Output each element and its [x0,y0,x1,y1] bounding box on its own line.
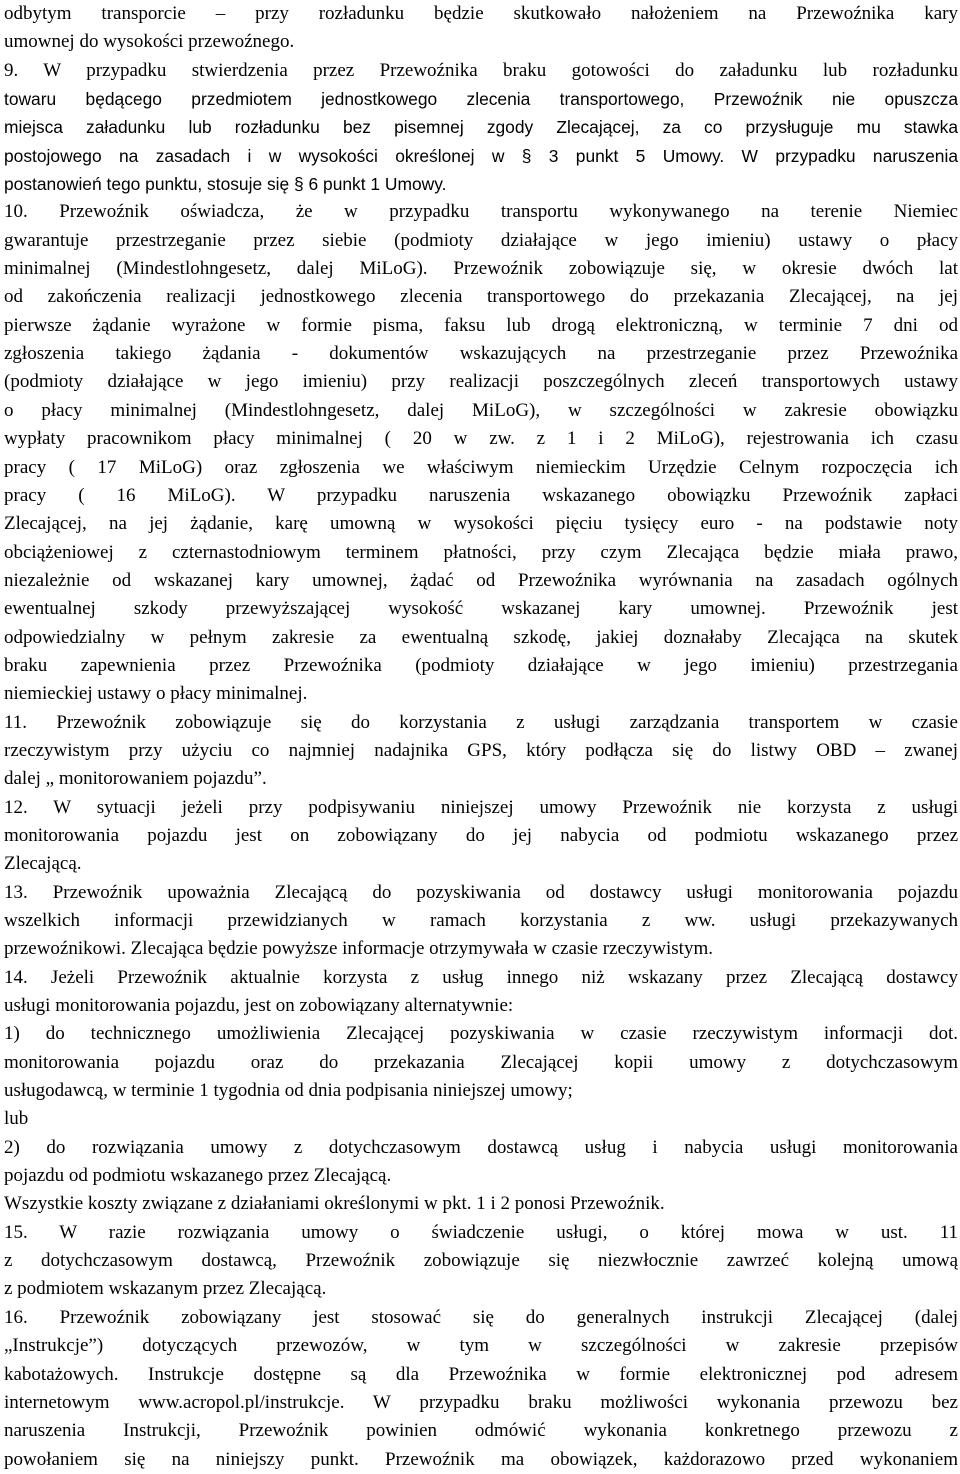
text-line: naruszenia Instrukcji, Przewoźnik powinien odmówić wykonania konkretnego przewozu z [4,1420,958,1442]
text-line: wypłaty pracownikom płacy minimalnej ( 20 w zw. z 1 i 2 MiLoG), rejestrowania ich czasu [4,428,958,450]
document-body [4,0,958,1474]
text-line: 13. Przewoźnik upoważnia Zlecającą do pozyskiwania od dostawcy usługi monitorowania pojazdu [4,881,958,903]
text-line: dalej „ monitorowaniem pojazdu”. [4,768,267,790]
document-page [4,0,958,1474]
text-line: z podmiotem wskazanym przez Zlecającą. [4,1278,327,1300]
text-line: gwarantuje przestrzeganie przez siebie (podmioty działające w jego imieniu) ustawy o płacy [4,229,958,251]
text-line: odbytym transporcie – przy rozładunku będzie skutkowało nałożeniem na Przewoźnika kary [4,3,958,24]
text-line: (podmioty działające w jego imieniu) przy realizacji poszczególnych zleceń transportowych ustawy [4,371,958,393]
text-line: miejsca załadunku lub rozładunku bez pisemnej zgody Zlecającej, za co przysługuje mu stawka [4,117,958,138]
text-line: rzeczywistym przy użyciu co najmniej nadajnika GPS, który podłącza się do listwy OBD – zwanej [4,739,958,761]
text-line: pracy ( 16 MiLoG). W przypadku naruszenia wskazanego obowiązku Przewoźnik zapłaci [4,484,958,506]
text-line: umownej do wysokości przewoźnego. [4,31,295,53]
text-line: od zakończenia realizacji jednostkowego zlecenia transportowego do przekazania Zlecającej, na jej [4,286,958,308]
text-line: Zlecającą. [4,853,82,875]
text-line: „Instrukcje”) dotyczących przewozów, w tym w szczególności w zakresie przepisów [4,1335,958,1357]
text-line: odpowiedzialny w pełnym zakresie za ewentualną szkodę, jakiej doznałaby Zlecająca na skutek [4,626,958,648]
text-line: ewentualnej szkody przewyższającej wysokość wskazanej kary umownej. Przewoźnik jest [4,598,958,620]
text-line: 1) do technicznego umożliwienia Zlecającej pozyskiwania w czasie rzeczywistym informacji dot. [4,1023,958,1045]
text-line: o płacy minimalnej (Mindestlohngesetz, dalej MiLoG), w szczególności w zakresie obowiązku [4,399,958,421]
text-line: 16. Przewoźnik zobowiązany jest stosować się do generalnych instrukcji Zlecającej (dalej [4,1306,958,1328]
text-line: Wszystkie koszty związane z działaniami określonymi w pkt. 1 i 2 ponosi Przewoźnik. [4,1193,665,1215]
text-line: lub [4,1108,29,1130]
text-line: minimalnej (Mindestlohngesetz, dalej MiLoG). Przewoźnik zobowiązuje się, w okresie dwóch lat [4,258,958,280]
text-line: 9. W przypadku stwierdzenia przez Przewoźnika braku gotowości do załadunku lub rozładunku [4,59,958,81]
text-line: przewoźnikowi. Zlecająca będzie powyższe informacje otrzymywała w czasie rzeczywistym. [4,938,713,960]
text-line: z dotychczasowym dostawcą, Przewoźnik zobowiązuje się niezwłocznie zawrzeć kolejną umową [4,1250,958,1272]
text-line: pracy ( 17 MiLoG) oraz zgłoszenia we właściwym niemieckim Urzędzie Celnym rozpoczęcia ich [4,456,958,478]
text-line: 2) do rozwiązania umowy z dotychczasowym dostawcą usług i nabycia usługi monitorowania [4,1136,958,1158]
text-line: braku zapewnienia przez Przewoźnika (podmioty działające w jego imieniu) przestrzegania [4,654,958,676]
text-line: 12. W sytuacji jeżeli przy podpisywaniu niniejszej umowy Przewoźnik nie korzysta z usługi [4,796,958,818]
text-line: usługi monitorowania pojazdu, jest on zobowiązany alternatywnie: [4,995,514,1017]
text-line: Zlecającej, na jej żądanie, karę umowną w wysokości pięciu tysięcy euro - na podstawie noty [4,513,958,535]
text-line: obciążeniowej z czternastodniowym terminem płatności, przy czym Zlecająca będzie miała prawo, [4,541,958,563]
text-line: 14. Jeżeli Przewoźnik aktualnie korzysta z usług innego niż wskazany przez Zlecającą dostawcy [4,966,958,988]
text-line: 15. W razie rozwiązania umowy o świadczenie usługi, o której mowa w ust. 11 [4,1221,958,1243]
text-line: pierwsze żądanie wyrażone w formie pisma, faksu lub drogą elektroniczną, w terminie 7 dni od [4,314,958,336]
text-line: niemieckiej ustawy o płacy minimalnej. [4,683,308,705]
text-line: usługodawcą, w terminie 1 tygodnia od dnia podpisania niniejszej umowy; [4,1080,573,1102]
text-line: wszelkich informacji przewidzianych w ramach korzystania z ww. usługi przekazywanych [4,910,958,931]
text-line: postanowień tego punktu, stosuje się § 6 punkt 1 Umowy. [4,174,447,195]
text-line: niezależnie od wskazanej kary umownej, żądać od Przewoźnika wyrównania na zasadach ogólnych [4,569,958,591]
text-line: 10. Przewoźnik oświadcza, że w przypadku transportu wykonywanego na terenie Niemiec [4,201,958,223]
text-line: towaru będącego przedmiotem jednostkowego zlecenia transportowego, Przewoźnik nie opuszcza [4,89,958,110]
text-line: monitorowania pojazdu jest on zobowiązany do jej nabycia od podmiotu wskazanego przez [4,824,958,846]
text-line: monitorowania pojazdu oraz do przekazania Zlecającej kopii umowy z dotychczasowym [4,1051,958,1073]
text-line: postojowego na zasadach i w wysokości określonej w § 3 punkt 5 Umowy. W przypadku naruszenia [4,145,958,166]
text-line: powołaniem się na niniejszy punkt. Przewoźnik ma obowiązek, każdorazowo przed wykonaniem [4,1448,958,1470]
text-line: 11. Przewoźnik zobowiązuje się do korzystania z usługi zarządzania transportem w czasie [4,711,958,733]
text-line: kabotażowych. Instrukcje dostępne są dla Przewoźnika w formie elektronicznej pod adresem [4,1363,958,1385]
text-line: internetowym www.acropol.pl/instrukcje. W przypadku braku możliwości wykonania przewozu bez [4,1391,958,1413]
text-line: zgłoszenia takiego żądania - dokumentów wskazujących na przestrzeganie przez Przewoźnika [4,343,958,365]
text-line: pojazdu od podmiotu wskazanego przez Zlecającą. [4,1165,392,1187]
